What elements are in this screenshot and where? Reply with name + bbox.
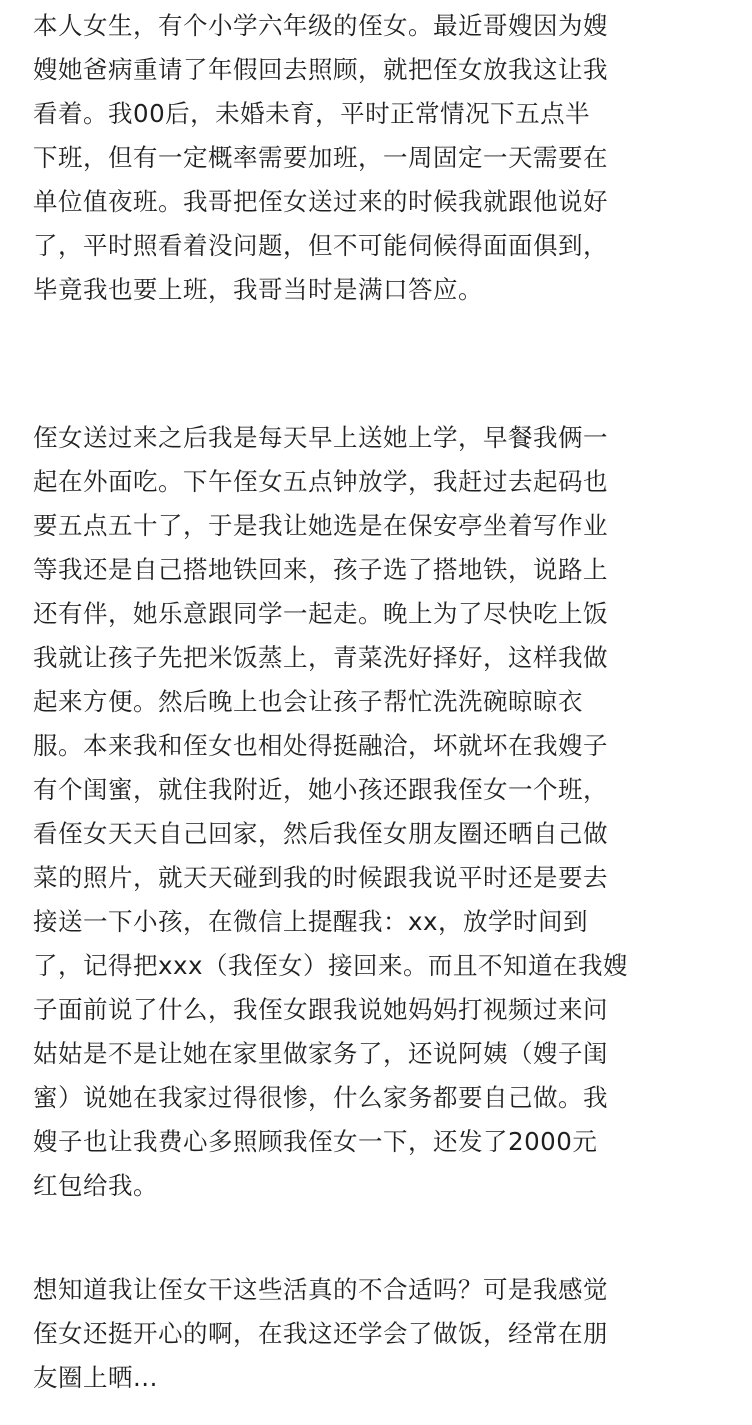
text-line: 蜜）说她在我家过得很惨，什么家务都要自己做。我	[33, 1083, 608, 1112]
text-line: 单位值夜班。我哥把侄女送过来的时候我就跟他说好	[33, 187, 608, 216]
text-line: 侄女送过来之后我是每天早上送她上学，早餐我俩一	[33, 423, 608, 452]
text-line: 嫂她爸病重请了年假回去照顾，就把侄女放我这让我	[33, 55, 608, 84]
text-line: 了，平时照看着没问题，但不可能伺候得面面俱到，	[33, 231, 608, 260]
text-line: 了，记得把xxx（我侄女）接回来。而且不知道在我嫂	[33, 951, 628, 980]
text-line: 有个闺蜜，就住我附近，她小孩还跟我侄女一个班，	[33, 775, 608, 804]
text-line: 菜的照片，就天天碰到我的时候跟我说平时还是要去	[33, 863, 608, 892]
paragraph-3	[33, 1268, 752, 1400]
text-line: 红包给我。	[33, 1171, 158, 1200]
text-line: 等我还是自己搭地铁回来，孩子选了搭地铁，说路上	[33, 555, 608, 584]
text-line: 服。本来我和侄女也相处得挺融洽，坏就坏在我嫂子	[33, 731, 608, 760]
text-line: 还有伴，她乐意跟同学一起走。晚上为了尽快吃上饭	[33, 599, 608, 628]
text-line: 我就让孩子先把米饭蒸上，青菜洗好择好，这样我做	[33, 643, 608, 672]
text-line: 看着。我00后，未婚未育，平时正常情况下五点半	[33, 99, 591, 128]
text-line: 看侄女天天自己回家，然后我侄女朋友圈还晒自己做	[33, 819, 608, 848]
text-line: 要五点五十了，于是我让她选是在保安亭坐着写作业	[33, 511, 608, 540]
text-line: 起在外面吃。下午侄女五点钟放学，我赶过去起码也	[33, 467, 608, 496]
paragraph-2	[33, 416, 752, 1296]
text-line: 下班，但有一定概率需要加班，一周固定一天需要在	[33, 143, 608, 172]
text-line: 嫂子也让我费心多照顾我侄女一下，还发了2000元	[33, 1127, 598, 1156]
paragraph-1	[33, 4, 752, 312]
text-line: 起来方便。然后晚上也会让孩子帮忙洗洗碗晾晾衣	[33, 687, 583, 716]
text-line	[33, 1208, 752, 1252]
text-line: 毕竟我也要上班，我哥当时是满口答应。	[33, 275, 483, 304]
text-line: 想知道我让侄女干这些活真的不合适吗？可是我感觉	[33, 1275, 608, 1304]
text-line: 子面前说了什么，我侄女跟我说她妈妈打视频过来问	[33, 995, 608, 1024]
text-line: 接送一下小孩，在微信上提醒我：xx，放学时间到	[33, 907, 588, 936]
text-line: 本人女生，有个小学六年级的侄女。最近哥嫂因为嫂	[33, 11, 608, 40]
text-line: 侄女还挺开心的啊，在我这还学会了做饭，经常在朋	[33, 1319, 608, 1348]
text-line: 姑姑是不是让她在家里做家务了，还说阿姨（嫂子闺	[33, 1039, 608, 1068]
text-line: 友圈上晒...	[33, 1363, 158, 1392]
